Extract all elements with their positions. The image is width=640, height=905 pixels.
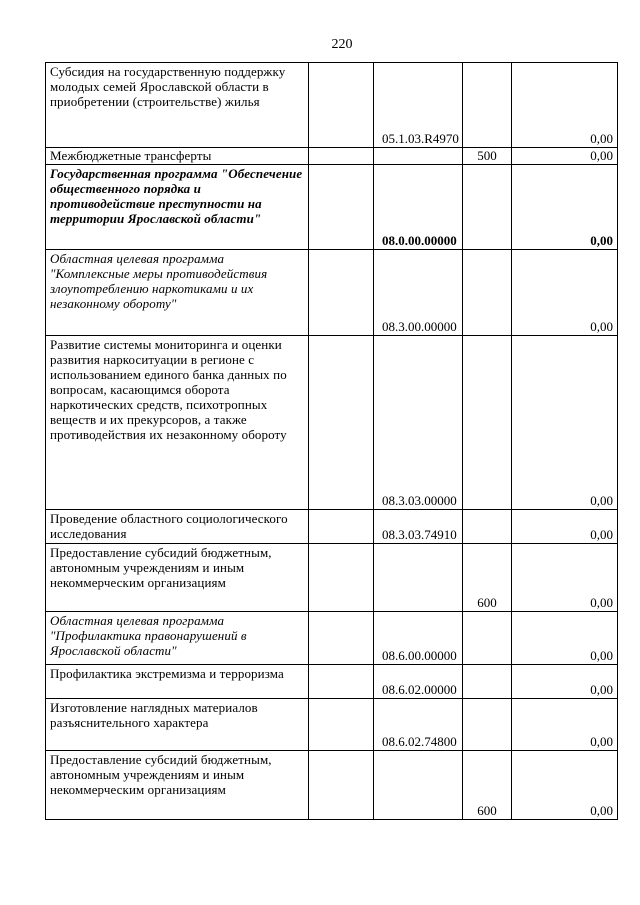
row-code: 08.3.03.00000 [374, 336, 463, 510]
row-amount: 0,00 [512, 699, 618, 751]
row-amount: 0,00 [512, 510, 618, 544]
row-expense-type [463, 510, 512, 544]
row-dept [309, 612, 374, 665]
table-row [46, 148, 618, 165]
table-row [46, 665, 618, 699]
row-expense-type: 600 [463, 751, 512, 820]
row-dept [309, 336, 374, 510]
row-amount: 0,00 [512, 665, 618, 699]
row-amount: 0,00 [512, 63, 618, 148]
row-expense-type [463, 699, 512, 751]
row-name: Областная целевая программа "Комплексные меры противодействия злоупотреблению наркотиками и их незаконному обороту" [46, 250, 309, 336]
row-code: 08.6.02.74800 [374, 699, 463, 751]
table-row [46, 544, 618, 612]
table-row [46, 751, 618, 820]
row-name: Предоставление субсидий бюджетным, автономным учреждениям и иным некоммерческим организациям [46, 544, 309, 612]
row-name: Областная целевая программа "Профилактика правонарушений в Ярославской области" [46, 612, 309, 665]
row-amount: 0,00 [512, 336, 618, 510]
row-expense-type: 500 [463, 148, 512, 165]
row-code: 08.0.00.00000 [374, 165, 463, 250]
row-amount: 0,00 [512, 544, 618, 612]
row-dept [309, 665, 374, 699]
row-dept [309, 165, 374, 250]
row-expense-type: 600 [463, 544, 512, 612]
row-amount: 0,00 [512, 250, 618, 336]
row-dept [309, 250, 374, 336]
row-name: Развитие системы мониторинга и оценки развития наркоситуации в регионе с использованием единого банка данных по вопросам, касающимся оборота наркотических средств, психотропных веществ и их прекурсоров, а также противодействия их незаконному обороту [46, 336, 309, 510]
row-code: 08.6.00.00000 [374, 612, 463, 665]
row-dept [309, 699, 374, 751]
row-expense-type [463, 336, 512, 510]
row-code [374, 544, 463, 612]
row-name: Межбюджетные трансферты [46, 148, 309, 165]
row-amount: 0,00 [512, 751, 618, 820]
row-expense-type [463, 665, 512, 699]
row-dept [309, 510, 374, 544]
row-expense-type [463, 612, 512, 665]
row-dept [309, 148, 374, 165]
row-code: 08.3.03.74910 [374, 510, 463, 544]
table-row [46, 336, 618, 510]
row-name: Государственная программа "Обеспечение общественного порядка и противодействие преступности на территории Ярославской области" [46, 165, 309, 250]
row-code [374, 751, 463, 820]
row-dept [309, 751, 374, 820]
row-expense-type [463, 250, 512, 336]
row-name: Изготовление наглядных материалов разъяснительного характера [46, 699, 309, 751]
row-amount: 0,00 [512, 612, 618, 665]
table-row [46, 63, 618, 148]
row-expense-type [463, 165, 512, 250]
row-dept [309, 544, 374, 612]
row-expense-type [463, 63, 512, 148]
table-row [46, 250, 618, 336]
table-row [46, 510, 618, 544]
page-number: 220 [331, 37, 353, 52]
row-amount: 0,00 [512, 148, 618, 165]
row-name: Предоставление субсидий бюджетным, автономным учреждениям и иным некоммерческим организациям [46, 751, 309, 820]
row-dept [309, 63, 374, 148]
row-amount: 0,00 [512, 165, 618, 250]
row-code: 08.3.00.00000 [374, 250, 463, 336]
row-name: Проведение областного социологического исследования [46, 510, 309, 544]
row-code [374, 148, 463, 165]
table-row [46, 612, 618, 665]
table-row [46, 699, 618, 751]
row-code: 08.6.02.00000 [374, 665, 463, 699]
row-name: Профилактика экстремизма и терроризма [46, 665, 309, 699]
budget-table [45, 62, 618, 820]
row-name: Субсидия на государственную поддержку молодых семей Ярославской области в приобретении (строительстве) жилья [46, 63, 309, 148]
row-code: 05.1.03.R4970 [374, 63, 463, 148]
table-row [46, 165, 618, 250]
